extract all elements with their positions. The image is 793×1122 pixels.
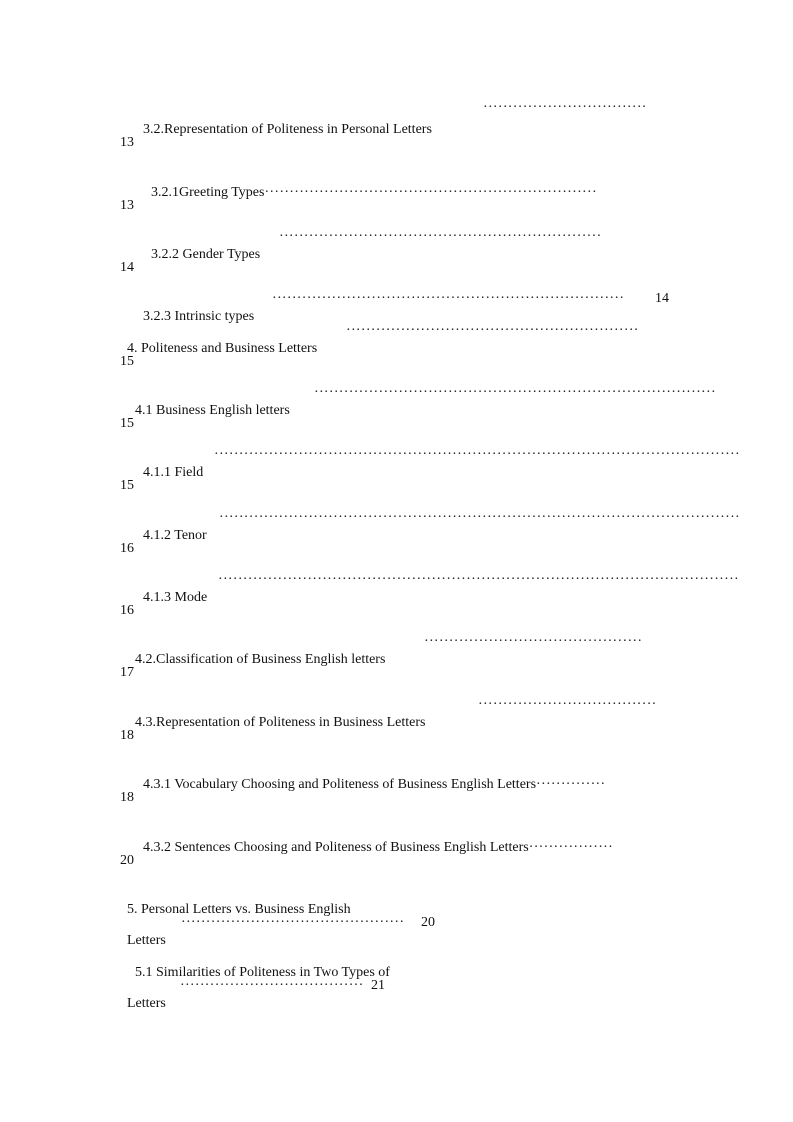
toc-leader-dots: ·············· — [536, 777, 606, 792]
toc-entry-label: 4.1.2 Tenor — [143, 528, 207, 543]
toc-leader-dots: ······································································· — [272, 291, 625, 306]
toc-page-number: 17 — [120, 665, 134, 680]
toc-page-number: 13 — [120, 198, 134, 213]
toc-entry-label: 4.1.1 Field — [143, 465, 204, 480]
toc-entry-4-3-1 — [136, 758, 606, 794]
toc-entry-label-continued: Letters — [127, 933, 166, 948]
toc-leader-dots: ·········································································································· — [214, 447, 740, 462]
toc-entry-label: 3.2.Representation of Politeness in Personal Letters — [143, 122, 432, 137]
toc-entry-5-continued — [120, 914, 166, 950]
toc-leader-dots: ········································································································· — [218, 572, 740, 587]
toc-page-number: 21 — [371, 978, 385, 993]
toc-entry-label: 4.3.Representation of Politeness in Business Letters — [135, 715, 426, 730]
toc-leader-dots: ············································· — [181, 915, 405, 930]
toc-entry-4-1 — [128, 384, 290, 420]
toc-entry-4-3-2 — [136, 821, 613, 857]
toc-entry-label: 4. Politeness and Business Letters — [127, 341, 318, 356]
toc-entry-label: 3.2.2 Gender Types — [151, 247, 261, 262]
toc-entry-label: 4.1 Business English letters — [135, 403, 290, 418]
toc-entry-3-2 — [136, 103, 432, 139]
toc-entry-5-1-continued — [120, 977, 166, 1013]
toc-entry-3-2-1 — [144, 166, 597, 202]
toc-leader-dots: ················································································· — [314, 385, 716, 400]
toc-entry-3-2-2 — [144, 228, 260, 264]
toc-leader-dots: ································································· — [279, 229, 602, 244]
toc-entry-label: 3.2.3 Intrinsic types — [143, 309, 255, 324]
toc-leader-dots: ················· — [528, 840, 614, 855]
toc-entry-label: 3.2.1Greeting Types — [151, 185, 265, 200]
toc-entry-label: 5.1 Similarities of Politeness in Two Types of — [135, 965, 390, 980]
toc-entry-label-continued: Letters — [127, 996, 166, 1011]
toc-entry-label: 4.1.3 Mode — [143, 590, 208, 605]
toc-page-number: 16 — [120, 541, 134, 556]
toc-entry-label: 5. Personal Letters vs. Business English — [127, 902, 351, 917]
toc-page-number: 14 — [120, 260, 134, 275]
toc-leader-dots: ···································· — [478, 697, 657, 712]
toc-page-number: 15 — [120, 416, 134, 431]
toc-page-number: 15 — [120, 354, 134, 369]
toc-leader-dots: ································· — [483, 100, 647, 115]
toc-entry-label: 4.3.2 Sentences Choosing and Politeness of Business English Letters — [143, 840, 529, 855]
toc-page-number: 18 — [120, 790, 134, 805]
toc-entry-4-1-2 — [136, 509, 207, 545]
toc-entry-4 — [120, 322, 317, 358]
toc-entry-label: 4.3.1 Vocabulary Choosing and Politeness of Business English Letters — [143, 777, 537, 792]
toc-page-number: 20 — [120, 853, 134, 868]
toc-page-number: 13 — [120, 135, 134, 150]
toc-leader-dots: ··································································· — [264, 185, 597, 200]
toc-leader-dots: ··························································· — [346, 323, 639, 338]
toc-entry-4-3 — [128, 696, 425, 732]
toc-page-number: 18 — [120, 728, 134, 743]
toc-leader-dots: ········································································································· — [219, 510, 741, 525]
toc-entry-4-1-3 — [136, 571, 207, 607]
toc-leader-dots: ············································ — [424, 634, 643, 649]
toc-entry-label: 4.2.Classification of Business English letters — [135, 652, 386, 667]
toc-page-number: 15 — [120, 478, 134, 493]
toc-leader-dots: ····································· — [180, 978, 364, 993]
toc-entry-3-2-3 — [136, 290, 254, 326]
toc-page-number: 20 — [421, 915, 435, 930]
toc-entry-4-1-1 — [136, 446, 203, 482]
toc-page-number: 16 — [120, 603, 134, 618]
toc-page-number: 14 — [655, 291, 669, 306]
toc-entry-4-2 — [128, 633, 385, 669]
